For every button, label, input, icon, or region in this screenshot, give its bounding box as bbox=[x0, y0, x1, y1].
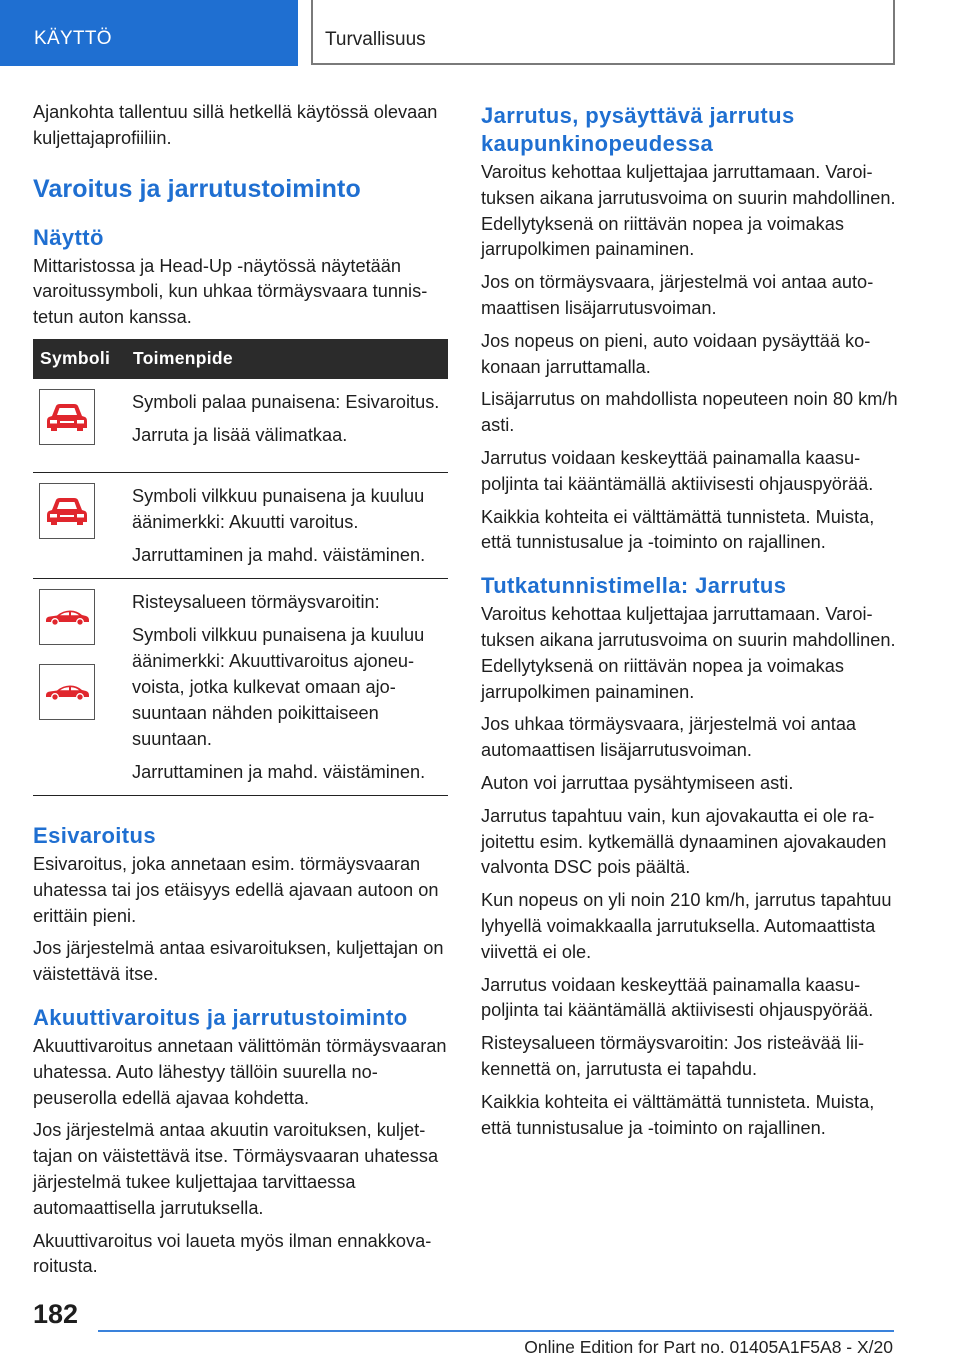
action-cell bbox=[125, 472, 448, 578]
symbol-cell bbox=[33, 578, 125, 795]
table-row bbox=[33, 578, 448, 795]
pre-warning-paragraph-1: Esivaroitus, joka annetaan esim. törmäysvaaran uhatessa tai jos etäisyys edellä ajavaan autoon on erittäin pieni. bbox=[33, 853, 439, 926]
page-header bbox=[0, 0, 960, 66]
car-front-warning-icon bbox=[39, 483, 95, 539]
row1-text-2: Jarruta ja lisää välimatkaa. bbox=[132, 424, 348, 445]
city-paragraph-6: Kaikkia kohteita ei välttämättä tunnisteta. Muista, että tunnistusalue ja -toiminto on rajallinen. bbox=[481, 506, 875, 553]
left-column bbox=[33, 100, 448, 1287]
row3-text-1: Risteysalueen törmäysvaroitin: bbox=[132, 591, 380, 612]
main-heading: Varoitus ja jarrutustoiminto bbox=[33, 174, 361, 203]
symbol-cell bbox=[33, 472, 125, 578]
radar-paragraph-5: Kun nopeus on yli noin 210 km/h, jarrutus tapahtuu lyhyellä voimakkaalla jarrutuksella. Automaattista viivettä ei ole. bbox=[481, 890, 892, 962]
symbol-table bbox=[33, 339, 448, 796]
right-column bbox=[481, 100, 899, 1148]
symbol-cell bbox=[33, 379, 125, 473]
city-paragraph-1: Varoitus kehottaa kuljettajaa jarruttamaan. Varoituksen aikana jarrutusvoima on suurin mahdollinen. Edellytyksenä on riittävän nopea ja voimakas jarrupolkimen painaminen. bbox=[481, 162, 896, 260]
radar-paragraph-8: Kaikkia kohteita ei välttämättä tunnisteta. Muista, että tunnistusalue ja -toiminto on rajallinen. bbox=[481, 1091, 875, 1138]
display-paragraph: Mittaristossa ja Head-Up -näytössä näytetään varoitussymboli, kun uhkaa törmäysvaara tunnistetun auton kanssa. bbox=[33, 255, 428, 328]
table-header-row bbox=[33, 339, 448, 379]
column-header-action: Toimenpide bbox=[125, 339, 448, 379]
radar-paragraph-6: Jarrutus voidaan keskeyttää painamalla kaasupoljinta tai kääntämällä aktiivisesti ohjauspyörää. bbox=[481, 974, 874, 1021]
city-paragraph-5: Jarrutus voidaan keskeyttää painamalla kaasupoljinta tai kääntämällä aktiivisesti ohjauspyörää. bbox=[481, 447, 874, 494]
table-row bbox=[33, 472, 448, 578]
radar-paragraph-2: Jos uhkaa törmäysvaara, järjestelmä voi antaa automaattisen lisäjarrutusvoiman. bbox=[481, 714, 857, 761]
acute-warning-paragraph-3: Akuuttivaroitus voi laueta myös ilman ennakkovaroitusta. bbox=[33, 1230, 432, 1277]
table-row bbox=[33, 379, 448, 473]
intro-paragraph: Ajankohta tallentuu sillä hetkellä käytössä olevaan kuljettajaprofiiliin. bbox=[33, 102, 438, 148]
edition-label: Online Edition for Part no. 01405A1F5A8 - X/20 bbox=[524, 1337, 893, 1357]
radar-paragraph-7: Risteysalueen törmäysvaroitin: Jos risteävää liikennettä on, jarrutusta ei tapahdu. bbox=[481, 1033, 865, 1079]
footer-divider bbox=[98, 1330, 894, 1332]
radar-paragraph-3: Auton voi jarruttaa pysähtymiseen asti. bbox=[481, 772, 794, 793]
pre-warning-heading: Esivaroitus bbox=[33, 822, 157, 848]
row2-text-1: Symboli vilkkuu punaisena ja kuuluu äänimerkki: Akuutti varoitus. bbox=[132, 485, 425, 532]
row3-text-3: Jarruttaminen ja mahd. väistäminen. bbox=[132, 761, 426, 782]
page-number: 182 bbox=[33, 1299, 79, 1329]
acute-warning-paragraph-2: Jos järjestelmä antaa akuutin varoituksen, kuljettajan on väistettävä itse. Törmäysvaaran uhatessa järjestelmä tukee kuljettajaa tarvittaessa automaattisella jarrutuksella. bbox=[33, 1120, 439, 1218]
car-side-warning-icon bbox=[39, 664, 95, 720]
chapter-tab bbox=[311, 0, 895, 65]
section-label: KÄYTTÖ bbox=[34, 28, 112, 49]
radar-paragraph-1: Varoitus kehottaa kuljettajaa jarruttamaan. Varoituksen aikana jarrutusvoima on suurin mahdollinen. Edellytyksenä on riittävän nopea ja voimakas jarrupolkimen painaminen. bbox=[481, 604, 896, 702]
column-header-symbol: Symboli bbox=[33, 339, 125, 379]
city-braking-heading: Jarrutus, pysäyttävä jarrutus kaupunkinopeudessa bbox=[481, 103, 795, 156]
car-front-warning-icon bbox=[39, 389, 95, 445]
city-paragraph-4: Lisäjarrutus on mahdollista nopeuteen noin 80 km/h asti. bbox=[481, 389, 898, 436]
action-cell bbox=[125, 578, 448, 795]
radar-braking-heading: Tutkatunnistimella: Jarrutus bbox=[481, 573, 787, 599]
radar-paragraph-4: Jarrutus tapahtuu vain, kun ajovakautta ei ole rajoitettu esim. kytkemällä dynaaminen ajovakauden valvonta DSC pois päältä. bbox=[481, 805, 887, 878]
display-heading: Näyttö bbox=[33, 224, 104, 250]
row3-text-2: Symboli vilkkuu punaisena ja kuuluu äänimerkki: Akuuttivaroitus ajoneuvoista, jotka kulkevat omaan ajosuuntaan nähden poikittaiseen suuntaan. bbox=[132, 624, 425, 749]
row1-text-1: Symboli palaa punaisena: Esivaroitus. bbox=[132, 391, 440, 412]
acute-warning-heading: Akuuttivaroitus ja jarrutustoiminto bbox=[33, 1004, 408, 1030]
city-paragraph-2: Jos on törmäysvaara, järjestelmä voi antaa automaattisen lisäjarrutusvoiman. bbox=[481, 272, 874, 318]
chapter-label: Turvallisuus bbox=[325, 29, 426, 50]
acute-warning-paragraph-1: Akuuttivaroitus annetaan välittömän törmäysvaaran uhatessa. Auto lähestyy tällöin suurella nopeuserolla edellä ajavaa kohdetta. bbox=[33, 1035, 447, 1108]
car-side-warning-icon bbox=[39, 589, 95, 645]
city-paragraph-3: Jos nopeus on pieni, auto voidaan pysäyttää kokonaan jarruttamalla. bbox=[481, 330, 871, 377]
pre-warning-paragraph-2: Jos järjestelmä antaa esivaroituksen, kuljettajan on väistettävä itse. bbox=[33, 938, 444, 985]
action-cell bbox=[125, 379, 448, 473]
section-tab bbox=[0, 0, 298, 66]
row2-text-2: Jarruttaminen ja mahd. väistäminen. bbox=[132, 544, 426, 565]
